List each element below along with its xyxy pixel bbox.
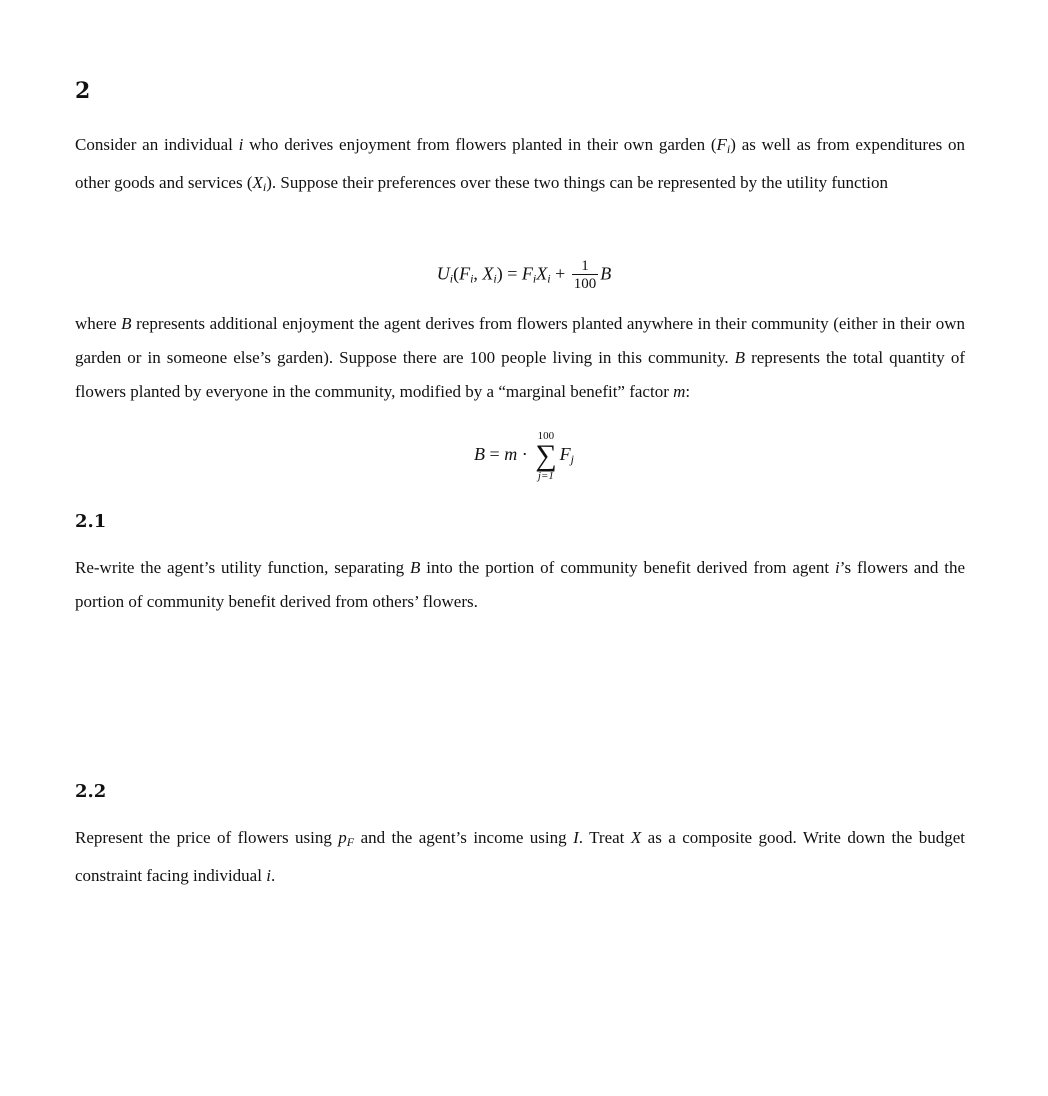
summation: 100 ∑ j=1	[535, 430, 557, 482]
question-2-1-paragraph: Re-write the agent’s utility function, separating B into the portion of community benefit derived from agent i’s flowers and the portion of community benefit derived from others’ flowers.	[75, 558, 965, 611]
fraction: $\frac{1}{100}$	[573, 258, 597, 292]
section-heading-2-2: 2.2	[75, 781, 107, 802]
utility-equation: $U_i(F_i$, $X_i) = F_iX_i$ + $\frac{1}{100}$ B	[436, 258, 612, 292]
section-heading-2-1: 2.1	[75, 511, 107, 532]
community-paragraph: where B represents additional enjoyment the agent derives from flowers planted anywhere in their community (either in their own garden or in someone else’s garden). Suppose there are 100 people living in this community. B represents the total quantity of flowers planted by everyone in the community, modified by a “marginal benefit” factor m:	[75, 314, 966, 401]
question-2-2-paragraph: Represent the price of flowers using $p_F$ and the agent’s income using I. Treat X as a composite good. Write down the budget constraint facing individual i.	[75, 828, 966, 885]
intro-paragraph: Consider an individual i who derives enjoyment from flowers planted in their own garden $(F_i)$ as well as from expenditures on other goods and services $(X_i)$. Suppose their preferences over these two things can be represented by the utility function	[75, 135, 965, 194]
sum-equation: B = m · 100 ∑ j=1 $F_j$	[474, 430, 574, 482]
section-heading-2: 2	[75, 78, 91, 104]
